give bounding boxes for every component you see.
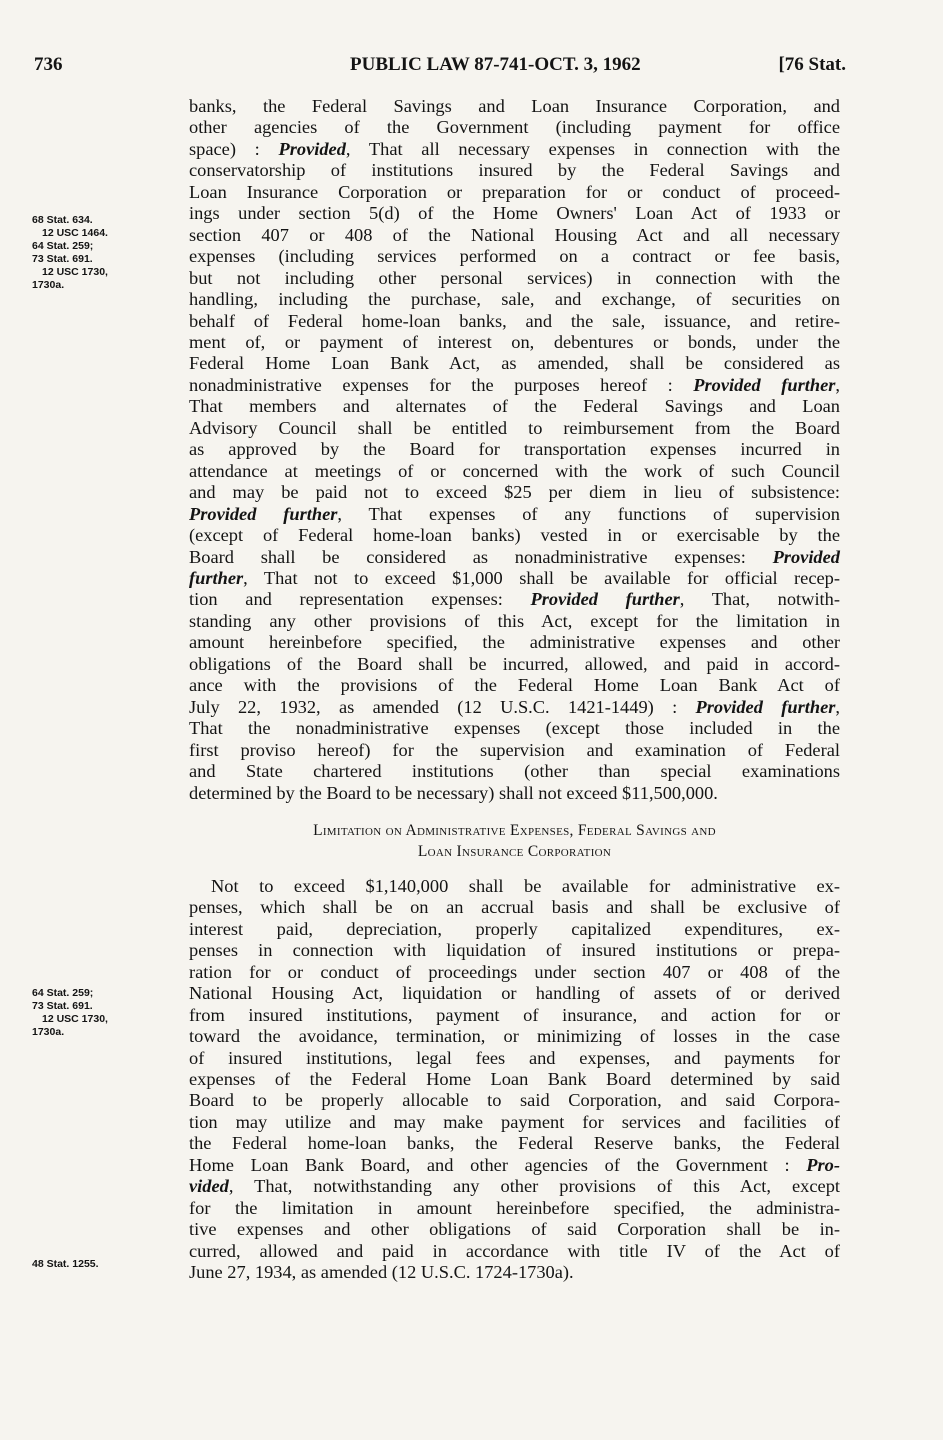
text-line: of insured institutions, legal fees and expenses, and payments for	[189, 1047, 840, 1068]
text-line: interest paid, depreciation, properly capitalized expenditures, ex-	[189, 918, 840, 939]
text-line: Not to exceed $1,140,000 shall be available for administrative ex-	[211, 875, 840, 896]
text-line: behalf of Federal home-loan banks, and the sale, issuance, and retire-	[189, 310, 840, 331]
text-line: curred, allowed and paid in accordance with title IV of the Act of	[189, 1240, 840, 1261]
text-line: nonadministrative expenses for the purposes hereof : Provided further,	[189, 374, 840, 395]
text-line: Board shall be considered as nonadministrative expenses: Provided	[189, 546, 840, 567]
statute-reference: [76 Stat.	[778, 54, 846, 75]
text-line: attendance at meetings of or concerned with the work of such Council	[189, 460, 840, 481]
text-line: and may be paid not to exceed $25 per diem in lieu of subsistence:	[189, 482, 840, 503]
text-line: handling, including the purchase, sale, and exchange, of securities on	[189, 289, 840, 310]
text-line: but not including other personal services) in connection with the	[189, 267, 840, 288]
section-heading	[189, 820, 840, 862]
margin-note-line: 48 Stat. 1255.	[32, 1258, 99, 1270]
text-line: standing any other provisions of this Act, except for the limitation in	[189, 610, 840, 631]
running-header	[34, 54, 846, 84]
text-line: conservatorship of institutions insured by the Federal Savings and	[189, 160, 840, 181]
text-line: Home Loan Bank Board, and other agencies of the Government : Pro-	[189, 1154, 840, 1175]
margin-note-line: 12 USC 1464.	[42, 227, 108, 239]
text-line: Advisory Council shall be entitled to reimbursement from the Board	[189, 417, 840, 438]
proviso-term: Pro-	[806, 1154, 840, 1175]
heading-line: Loan Insurance Corporation	[417, 842, 612, 860]
text-line: and State chartered institutions (other than special examinations	[189, 761, 840, 782]
text-line: tion may utilize and may make payment for services and facilities of	[189, 1111, 840, 1132]
proviso-term: vided	[189, 1176, 229, 1197]
text-line: section 407 or 408 of the National Housing Act and all necessary	[189, 224, 840, 245]
margin-note-line: 1730a.	[32, 1026, 65, 1038]
text-line: first proviso hereof) for the supervision and examination of Federal	[189, 739, 840, 760]
text-line: Federal Home Loan Bank Act, as amended, shall be considered as	[189, 353, 840, 374]
margin-note-line: 73 Stat. 691.	[32, 1000, 93, 1012]
text-line: expenses (including services performed on a contract or fee basis,	[189, 246, 840, 267]
text-line: ment of, or payment of interest on, debentures or bonds, under the	[189, 331, 840, 352]
text-line: space) : Provided, That all necessary expenses in connection with the	[189, 138, 840, 159]
margin-note-citations-1	[32, 214, 162, 292]
text-line: National Housing Act, liquidation or handling of assets of or derived	[189, 983, 840, 1004]
text-line: June 27, 1934, as amended (12 U.S.C. 1724-1730a).	[189, 1262, 574, 1283]
margin-note-citations-3	[32, 1258, 162, 1271]
proviso-term: Provided further	[695, 696, 836, 717]
text-line: July 22, 1932, as amended (12 U.S.C. 1421-1449) : Provided further,	[189, 696, 840, 717]
proviso-term: Provided further	[189, 503, 338, 524]
proviso-term: Provided	[772, 546, 840, 567]
text-line: expenses of the Federal Home Loan Bank Board determined by said	[189, 1069, 840, 1090]
text-line: tive expenses and other obligations of said Corporation shall be in-	[189, 1219, 840, 1240]
text-line: further, That not to exceed $1,000 shall be available for official recep-	[189, 567, 840, 588]
text-line: from insured institutions, payment of insurance, and action for or	[189, 1004, 840, 1025]
text-line: That the nonadministrative expenses (except those included in the	[189, 718, 840, 739]
margin-note-line: 12 USC 1730,	[42, 266, 108, 278]
paragraph-fslic-limitation	[189, 876, 840, 1284]
text-line: Provided further, That expenses of any functions of supervision	[189, 503, 840, 524]
text-line: obligations of the Board shall be incurred, allowed, and paid in accord-	[189, 653, 840, 674]
text-line: That members and alternates of the Federal Savings and Loan	[189, 396, 840, 417]
text-line: for the limitation in amount hereinbefore specified, the administra-	[189, 1197, 840, 1218]
margin-note-line: 68 Stat. 634.	[32, 214, 93, 226]
text-line: ings under section 5(d) of the Home Owners' Loan Act of 1933 or	[189, 203, 840, 224]
body-text	[189, 96, 840, 1284]
text-line: (except of Federal home-loan banks) vested in or exercisable by the	[189, 525, 840, 546]
margin-note-line: 12 USC 1730,	[42, 1013, 108, 1025]
text-line: Loan Insurance Corporation or preparation for or conduct of proceed-	[189, 181, 840, 202]
proviso-term: Provided further	[530, 589, 680, 610]
proviso-term: Provided further	[693, 374, 836, 395]
text-line: Board to be properly allocable to said Corporation, and said Corpora-	[189, 1090, 840, 1111]
text-line: ance with the provisions of the Federal Home Loan Bank Act of	[189, 675, 840, 696]
margin-note-line: 1730a.	[32, 279, 65, 291]
margin-note-citations-2	[32, 987, 162, 1039]
text-line: determined by the Board to be necessary) shall not exceed $11,500,000.	[189, 782, 718, 803]
text-line: vided, That, notwithstanding any other provisions of this Act, except	[189, 1176, 840, 1197]
text-line: ration for or conduct of proceedings under section 407 or 408 of the	[189, 961, 840, 982]
margin-note-line: 64 Stat. 259;	[32, 987, 94, 999]
margin-note-line: 64 Stat. 259;	[32, 240, 94, 252]
proviso-term: further	[189, 567, 244, 588]
text-line: banks, the Federal Savings and Loan Insurance Corporation, and	[189, 96, 840, 116]
margin-note-line: 73 Stat. 691.	[32, 253, 93, 265]
page-number: 736	[34, 54, 63, 75]
text-line: tion and representation expenses: Provided further, That, notwith-	[189, 589, 840, 610]
text-line: toward the avoidance, termination, or minimizing of losses in the case	[189, 1026, 840, 1047]
text-line: other agencies of the Government (including payment for office	[189, 117, 840, 138]
heading-line: Limitation on Administrative Expenses, Federal Savings and	[313, 821, 716, 839]
text-line: the Federal home-loan banks, the Federal Reserve banks, the Federal	[189, 1133, 840, 1154]
text-line: amount hereinbefore specified, the administrative expenses and other	[189, 632, 840, 653]
proviso-term: Provided	[278, 138, 346, 159]
text-line: as approved by the Board for transportation expenses incurred in	[189, 439, 840, 460]
text-line: penses, which shall be on an accrual basis and shall be exclusive of	[189, 897, 840, 918]
page-title: PUBLIC LAW 87-741-OCT. 3, 1962	[350, 54, 641, 75]
text-line: penses in connection with liquidation of insured institutions or prepa-	[189, 940, 840, 961]
paragraph-provisos	[189, 96, 840, 804]
